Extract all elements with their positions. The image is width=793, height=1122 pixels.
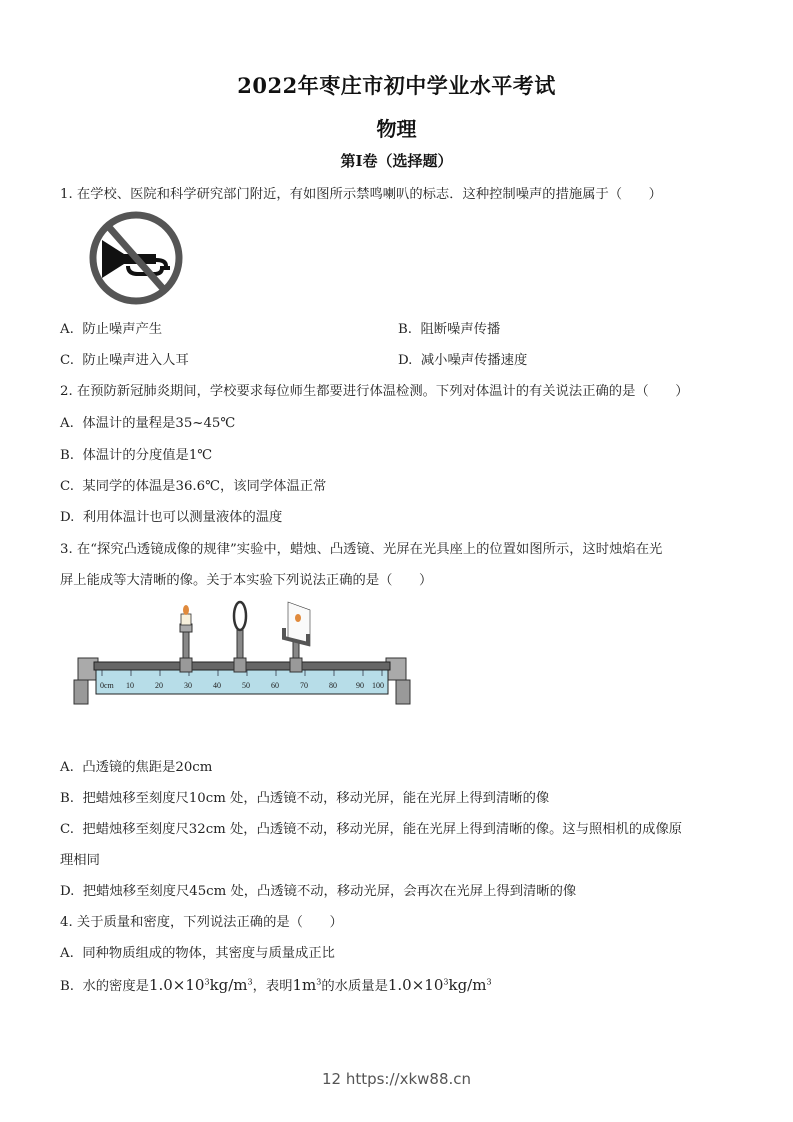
question-2-stem: 2. 在预防新冠肺炎期间，学校要求每位师生都要进行体温检测。下列对体温计的有关说法正确的是（ ）	[60, 384, 689, 399]
candle-icon	[180, 605, 192, 672]
question-3-option-c: C. 把蜡烛移至刻度尺32cm 处，凸透镜不动，移动光屏，能在光屏上得到清晰的像。这与照相机的成像原	[60, 822, 683, 837]
question-4-option-b: B. 水的密度是$1.0\times 10^3kg/m^3$，表明$1m^3$的水质量是$1.0\times 10^3kg/m^3$	[60, 976, 492, 994]
question-1-stem: 1. 在学校、医院和科学研究部门附近，有如图所示禁鸣喇叭的标志．这种控制噪声的措施属于（ ）	[60, 187, 662, 202]
svg-text:10: 10	[126, 681, 134, 690]
svg-text:60: 60	[271, 681, 279, 690]
question-3-option-b: B. 把蜡烛移至刻度尺10cm 处，凸透镜不动，移动光屏，能在光屏上得到清晰的像	[60, 791, 550, 806]
svg-text:20: 20	[155, 681, 163, 690]
subject-title: 物理	[376, 117, 417, 141]
page-footer: 12 https://xkw88.cn	[321, 1070, 472, 1088]
question-1-option-a: A. 防止噪声产生	[60, 322, 163, 337]
svg-text:50: 50	[242, 681, 250, 690]
question-2-option-b: B. 体温计的分度值是1℃	[60, 448, 213, 463]
question-1-option-c: C. 防止噪声进入人耳	[60, 353, 189, 368]
question-3-option-c-cont: 理相同	[60, 853, 100, 868]
question-3-stem-line1: 3. 在“探究凸透镜成像的规律”实验中，蜡烛、凸透镜、光屏在光具座上的位置如图所示，这时烛焰在光	[60, 542, 663, 557]
convex-lens-icon	[234, 602, 246, 672]
svg-text:80: 80	[329, 681, 337, 690]
question-3-option-d: D. 把蜡烛移至刻度尺45cm 处，凸透镜不动，移动光屏，会再次在光屏上得到清晰的像	[60, 884, 577, 899]
svg-text:0cm: 0cm	[100, 681, 114, 690]
exam-title: 2022年枣庄市初中学业水平考试	[237, 73, 556, 98]
svg-text:90: 90	[356, 681, 364, 690]
question-3-option-a: A. 凸透镜的焦距是20cm	[60, 760, 213, 775]
svg-text:70: 70	[300, 681, 308, 690]
question-2-option-d: D. 利用体温计也可以测量液体的温度	[60, 510, 283, 525]
question-2-option-c: C. 某同学的体温是36.6℃，该同学体温正常	[60, 479, 327, 494]
question-1-option-d: D. 减小噪声传播速度	[398, 353, 528, 368]
question-4-stem: 4. 关于质量和密度，下列说法正确的是（ ）	[60, 915, 343, 930]
no-honking-sign-icon	[88, 210, 184, 306]
question-3-stem-line2: 屏上能成等大清晰的像。关于本实验下列说法正确的是（ ）	[60, 573, 433, 588]
question-4-option-a: A. 同种物质组成的物体，其密度与质量成正比	[60, 946, 335, 961]
optical-bench-figure	[72, 600, 412, 710]
svg-text:30: 30	[184, 681, 192, 690]
section-title: 第I卷（选择题）	[340, 152, 453, 170]
svg-text:40: 40	[213, 681, 221, 690]
question-2-option-a: A. 体温计的量程是35~45℃	[60, 416, 236, 431]
question-1-option-b: B. 阻断噪声传播	[398, 322, 501, 337]
svg-text:100: 100	[372, 681, 384, 690]
